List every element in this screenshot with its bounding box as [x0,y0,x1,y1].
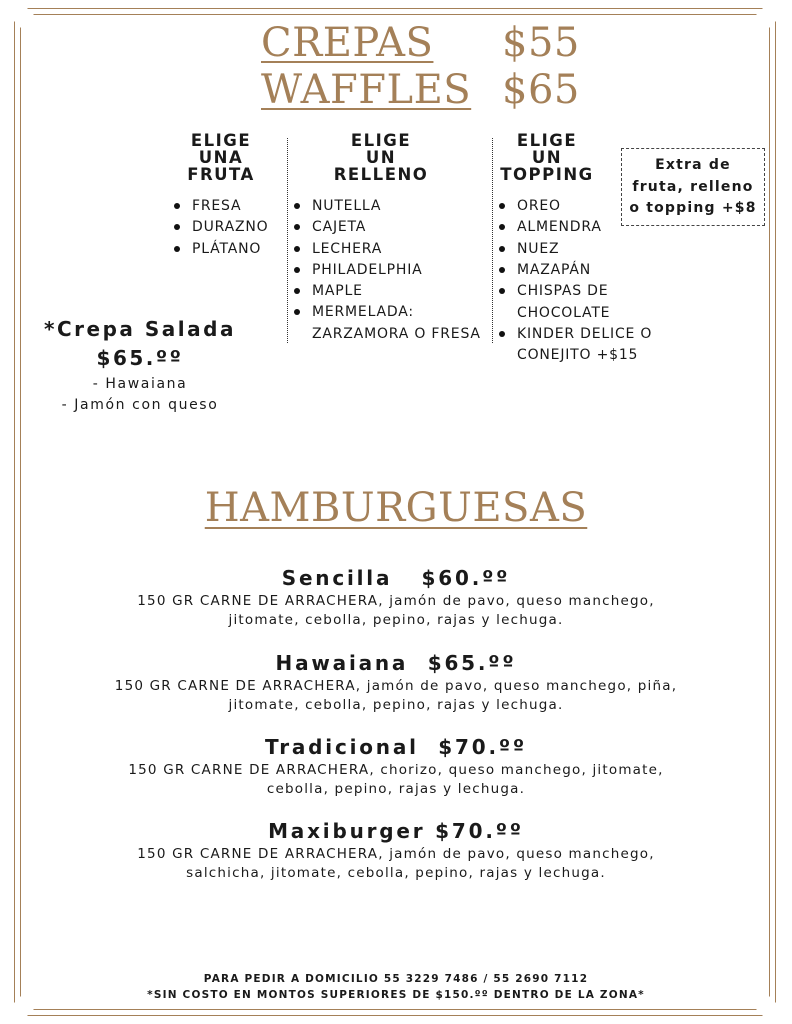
crepas-row [0,20,792,66]
hamburguesas-title-text: HAMBURGUESAS [204,485,588,531]
burger-desc: cebolla, pepino, rajas y lechuga. [266,781,526,797]
list-item: DURAZNO [172,217,282,238]
burger-name: Tradicional $70.ºº [264,735,528,759]
list-item: MAZAPÁN [497,260,677,281]
list-item: MERMELADA: [292,302,492,323]
burger-name: Sencilla $60.ºº [281,566,511,590]
crepa-salada-item: - Hawaiana [92,376,188,392]
list-item: LECHERA [292,239,492,260]
hamburguesas-title [0,482,792,534]
burger-name: Maxiburger $70.ºº [268,819,524,843]
footer-phone: PARA PEDIR A DOMICILIO 55 3229 7486 / 55 2690 7112 [203,973,589,985]
topping-list-2 [497,324,677,345]
waffles-row [0,67,792,113]
topping-heading: ELIGE UN TOPPING [500,131,594,184]
burger-desc: 150 GR CARNE DE ARRACHERA, jamón de pavo, queso manchego, piña, [114,678,678,694]
burger-item [60,650,732,714]
fruta-heading: ELIGE UNA FRUTA [187,131,255,184]
burger-desc: jitomate, cebolla, pepino, rajas y lechuga. [228,612,564,628]
burger-item [60,565,732,629]
waffles-title: WAFFLES [261,67,472,113]
list-item: NUTELLA [292,196,492,217]
burger-desc: salchicha, jitomate, cebolla, pepino, rajas y lechuga. [186,865,606,881]
burger-desc: 150 GR CARNE DE ARRACHERA, jamón de pavo, queso manchego, [137,593,655,609]
list-item: OREO [497,196,677,217]
list-item: CHISPAS DE [497,281,677,302]
list-item: FRESA [172,196,282,217]
burger-desc: jitomate, cebolla, pepino, rajas y lechuga. [228,697,564,713]
list-item: NUEZ [497,239,677,260]
list-item: PLÁTANO [172,239,282,260]
crepa-salada-price: $65.ºº [96,346,184,370]
footer-note: *SIN COSTO EN MONTOS SUPERIORES DE $150.ºº DENTRO DE LA ZONA* [147,989,645,1001]
list-item: KINDER DELICE O [497,324,677,345]
burger-name: Hawaiana $65.ºº [275,651,517,675]
crepas-price: $55 [502,20,580,66]
waffles-price: $65 [502,67,580,113]
extra-line: o topping +$8 [629,200,757,216]
burger-item [60,734,732,798]
list-item: CAJETA [292,217,492,238]
column-divider [287,138,288,343]
list-item: ALMENDRA [497,217,677,238]
relleno-list [292,196,492,324]
extra-box [621,148,765,226]
extra-line: fruta, relleno [632,178,754,195]
topping-continuation: CHOCOLATE [517,304,611,321]
crepa-salada-name: *Crepa Salada [44,317,236,341]
burger-item [60,818,732,882]
relleno-continuation: ZARZAMORA O FRESA [312,325,481,342]
burger-desc: 150 GR CARNE DE ARRACHERA, chorizo, queso manchego, jitomate, [128,762,664,778]
relleno-heading: ELIGE UN RELLENO [333,131,429,184]
crepa-salada-title [20,315,260,373]
crepa-salada-item: - Jamón con queso [61,397,219,413]
topping-continuation: CONEJITO +$15 [517,347,639,364]
burger-desc: 150 GR CARNE DE ARRACHERA, jamón de pavo, queso manchego, [137,846,655,862]
list-item: PHILADELPHIA [292,260,492,281]
fruta-list [172,196,282,260]
crepas-title: CREPAS [261,20,434,66]
extra-line: Extra de [655,157,731,173]
column-divider [492,138,493,343]
list-item: MAPLE [292,281,492,302]
